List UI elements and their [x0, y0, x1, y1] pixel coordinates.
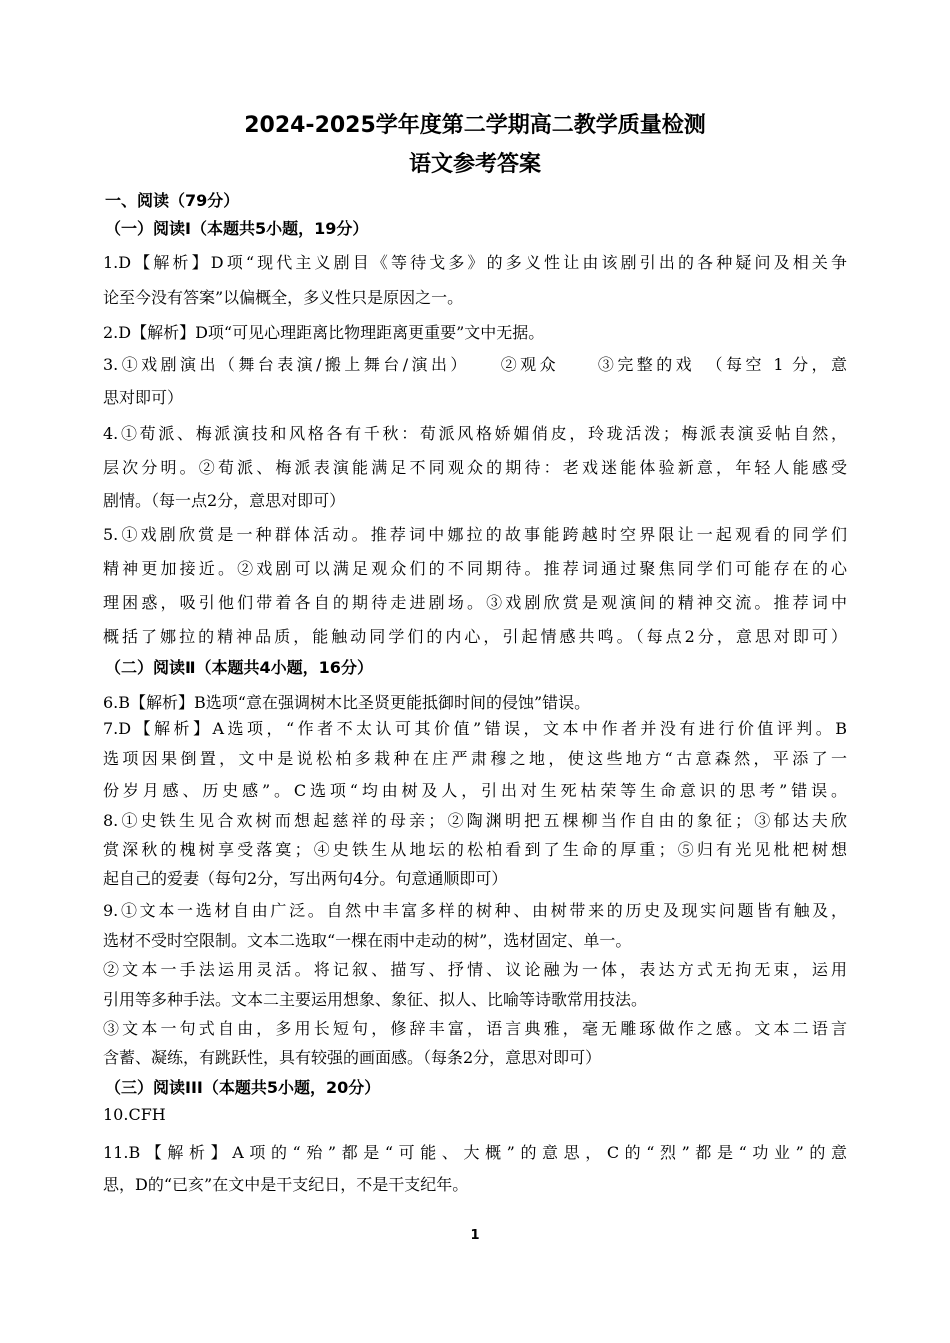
part-heading: （一）阅读Ⅰ（本题共5小题，19分） [105, 219, 369, 238]
answer-line: ③文本一句式自由，多用长短句，修辞丰富，语言典雅，毫无雕琢做作之感。文本二语言 [103, 1019, 847, 1038]
answer-line: 1.D【解析】D项“现代主义剧目《等待戈多》的多义性让由该剧引出的各种疑问及相关争 [103, 253, 847, 272]
answer-line: 10.CFH [103, 1105, 166, 1124]
answer-line: 2.D【解析】D项“可见心理距离比物理距离更重要”文中无据。 [103, 323, 545, 342]
answer-line: 7.D【解析】A选项，“作者不太认可其价值”错误，文本中作者并没有进行价值评判。B [103, 719, 847, 738]
answer-line: 份岁月感、历史感”。C选项“均由树及人，引出对生死枯荣等生命意识的思考”错误。 [103, 781, 847, 800]
answer-line: 剧情。（每一点2分，意思对即可） [103, 491, 346, 510]
section-heading: 一、阅读（79分） [105, 191, 240, 210]
answer-line: 选材不受时空限制。文本二选取“一棵在雨中走动的树”，选材固定、单一。 [103, 931, 632, 950]
answer-line: 5.①戏剧欣赏是一种群体活动。推荐词中娜拉的故事能跨越时空界限让一起观看的同学们 [103, 525, 847, 544]
answer-line: 理困惑，吸引他们带着各自的期待走进剧场。③戏剧欣赏是观演间的精神交流。推荐词中 [103, 593, 847, 612]
answer-line: 思，D的“已亥”在文中是干支纪日，不是干支纪年。 [103, 1175, 469, 1194]
answer-line: 赏深秋的槐树享受落寞；④史铁生从地坛的松柏看到了生命的厚重；⑤归有光见枇杷树想 [103, 840, 847, 859]
answer-line: 选项因果倒置，文中是说松柏多栽种在庄严肃穆之地，使这些地方“古意森然，平添了一 [103, 749, 847, 768]
answer-line: 引用等多种手法。文本二主要运用想象、象征、拟人、比喻等诗歌常用技法。 [103, 990, 648, 1009]
answer-line: 起自己的爱妻（每句2分，写出两句4分。句意通顺即可） [103, 869, 508, 888]
answer-line: 9.①文本一选材自由广泛。自然中丰富多样的树种、由树带来的历史及现实问题皆有触及， [103, 901, 847, 920]
answer-line: 层次分明。②荀派、梅派表演能满足不同观众的期待：老戏迷能体验新意，年轻人能感受 [103, 458, 847, 477]
answer-line: 思对即可） [103, 388, 184, 407]
answer-line: 概括了娜拉的精神品质，能触动同学们的内心，引起情感共鸣。（每点2分，意思对即可） [103, 627, 847, 646]
answer-line: 4.①荀派、梅派演技和风格各有千秋：荀派风格娇媚俏皮，玲珑活泼；梅派表演妥帖自然， [103, 424, 847, 443]
document-title: 2024-2025学年度第二学期高二教学质量检测 [244, 113, 706, 138]
answer-line: 11.B【解析】A项的“殆”都是“可能、大概”的意思，C的“烈”都是“功业”的意 [103, 1143, 847, 1162]
answer-line: 精神更加接近。②戏剧可以满足观众们的不同期待。推荐词通过聚焦同学们可能存在的心 [103, 559, 847, 578]
page-number: 1 [470, 1228, 480, 1243]
part-heading: （三）阅读III（本题共5小题，20分） [105, 1078, 381, 1097]
answer-line: 8.①史铁生见合欢树而想起慈祥的母亲；②陶渊明把五棵柳当作自由的象征；③郁达夫欣 [103, 811, 847, 830]
document-subtitle: 语文参考答案 [408, 152, 541, 177]
answer-line: ②文本一手法运用灵活。将记叙、描写、抒情、议论融为一体，表达方式无拘无束，运用 [103, 960, 847, 979]
answer-line: 论至今没有答案”以偏概全，多义性只是原因之一。 [103, 288, 464, 307]
answer-line: 含蓄、凝练，有跳跃性，具有较强的画面感。（每条2分，意思对即可） [103, 1048, 602, 1067]
answer-line: 3.①戏剧演出（舞台表演/搬上舞台/演出） ②观众 ③完整的戏 （每空 1 分，意 [103, 355, 847, 374]
part-heading: （二）阅读Ⅱ（本题共4小题，16分） [105, 658, 373, 677]
answer-line: 6.B【解析】B选项“意在强调树木比圣贤更能抵御时间的侵蚀”错误。 [103, 693, 591, 712]
